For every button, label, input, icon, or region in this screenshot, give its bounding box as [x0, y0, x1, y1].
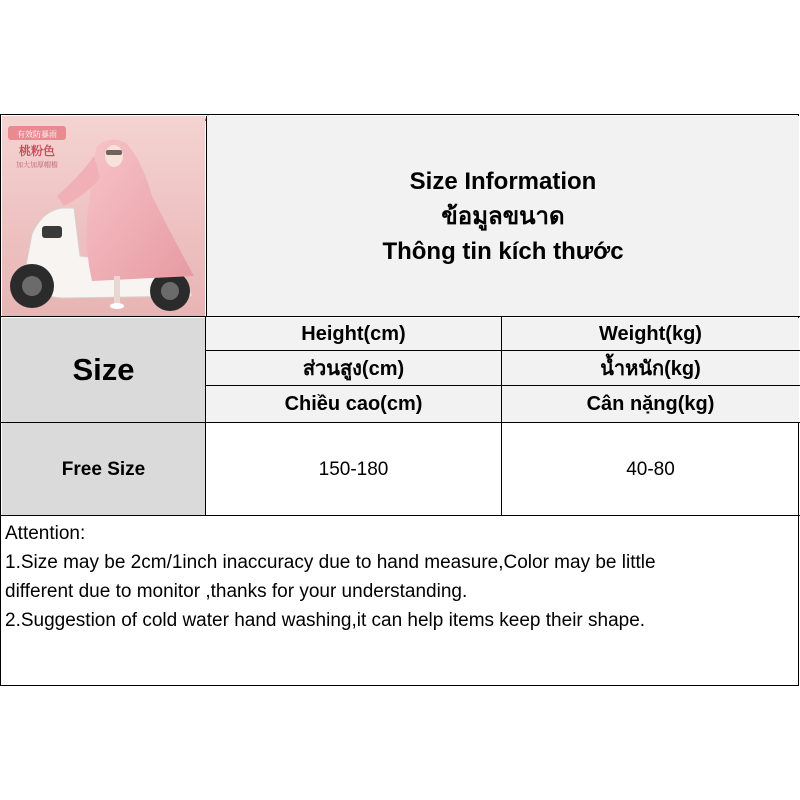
height-header-vi: Chiều cao(cm) — [206, 386, 501, 422]
raincoat-scooter-illustration — [2, 116, 205, 316]
badge-sub-text: 加大加厚帽檐 — [16, 161, 58, 169]
weight-value: 40-80 — [626, 458, 675, 480]
product-photo — [2, 116, 205, 316]
attention-notes — [5, 519, 795, 635]
note-line: different due to monitor ,thanks for your understanding. — [5, 581, 468, 602]
height-header-en: Height(cm) — [206, 318, 501, 350]
attention-heading: Attention: — [5, 523, 86, 544]
size-header: Size — [2, 318, 205, 422]
badge-top-text: 有效防暴雨 — [17, 130, 57, 139]
title-english: Size Information — [409, 167, 597, 195]
height-header-th: ส่วนสูง(cm) — [206, 351, 501, 385]
weight-header-th: น้ำหนัก(kg) — [502, 351, 799, 385]
divider — [1, 515, 800, 516]
note-line: 1.Size may be 2cm/1inch inaccuracy due to hand measure,Color may be little — [5, 552, 656, 573]
weight-header-en: Weight(kg) — [502, 318, 799, 350]
weight-header-vi: Cân nặng(kg) — [502, 386, 799, 422]
title-thai: ข้อมูลขนาด — [441, 202, 565, 230]
free-size-label: Free Size — [2, 423, 205, 516]
height-value: 150-180 — [318, 458, 389, 480]
badge-main-text: 桃粉色 — [18, 144, 56, 158]
size-chart — [0, 114, 799, 686]
divider — [1, 316, 800, 317]
note-line: 2.Suggestion of cold water hand washing,it can help items keep their shape. — [5, 610, 646, 631]
title-vietnamese: Thông tin kích thước — [382, 237, 624, 265]
title-block — [206, 116, 799, 316]
